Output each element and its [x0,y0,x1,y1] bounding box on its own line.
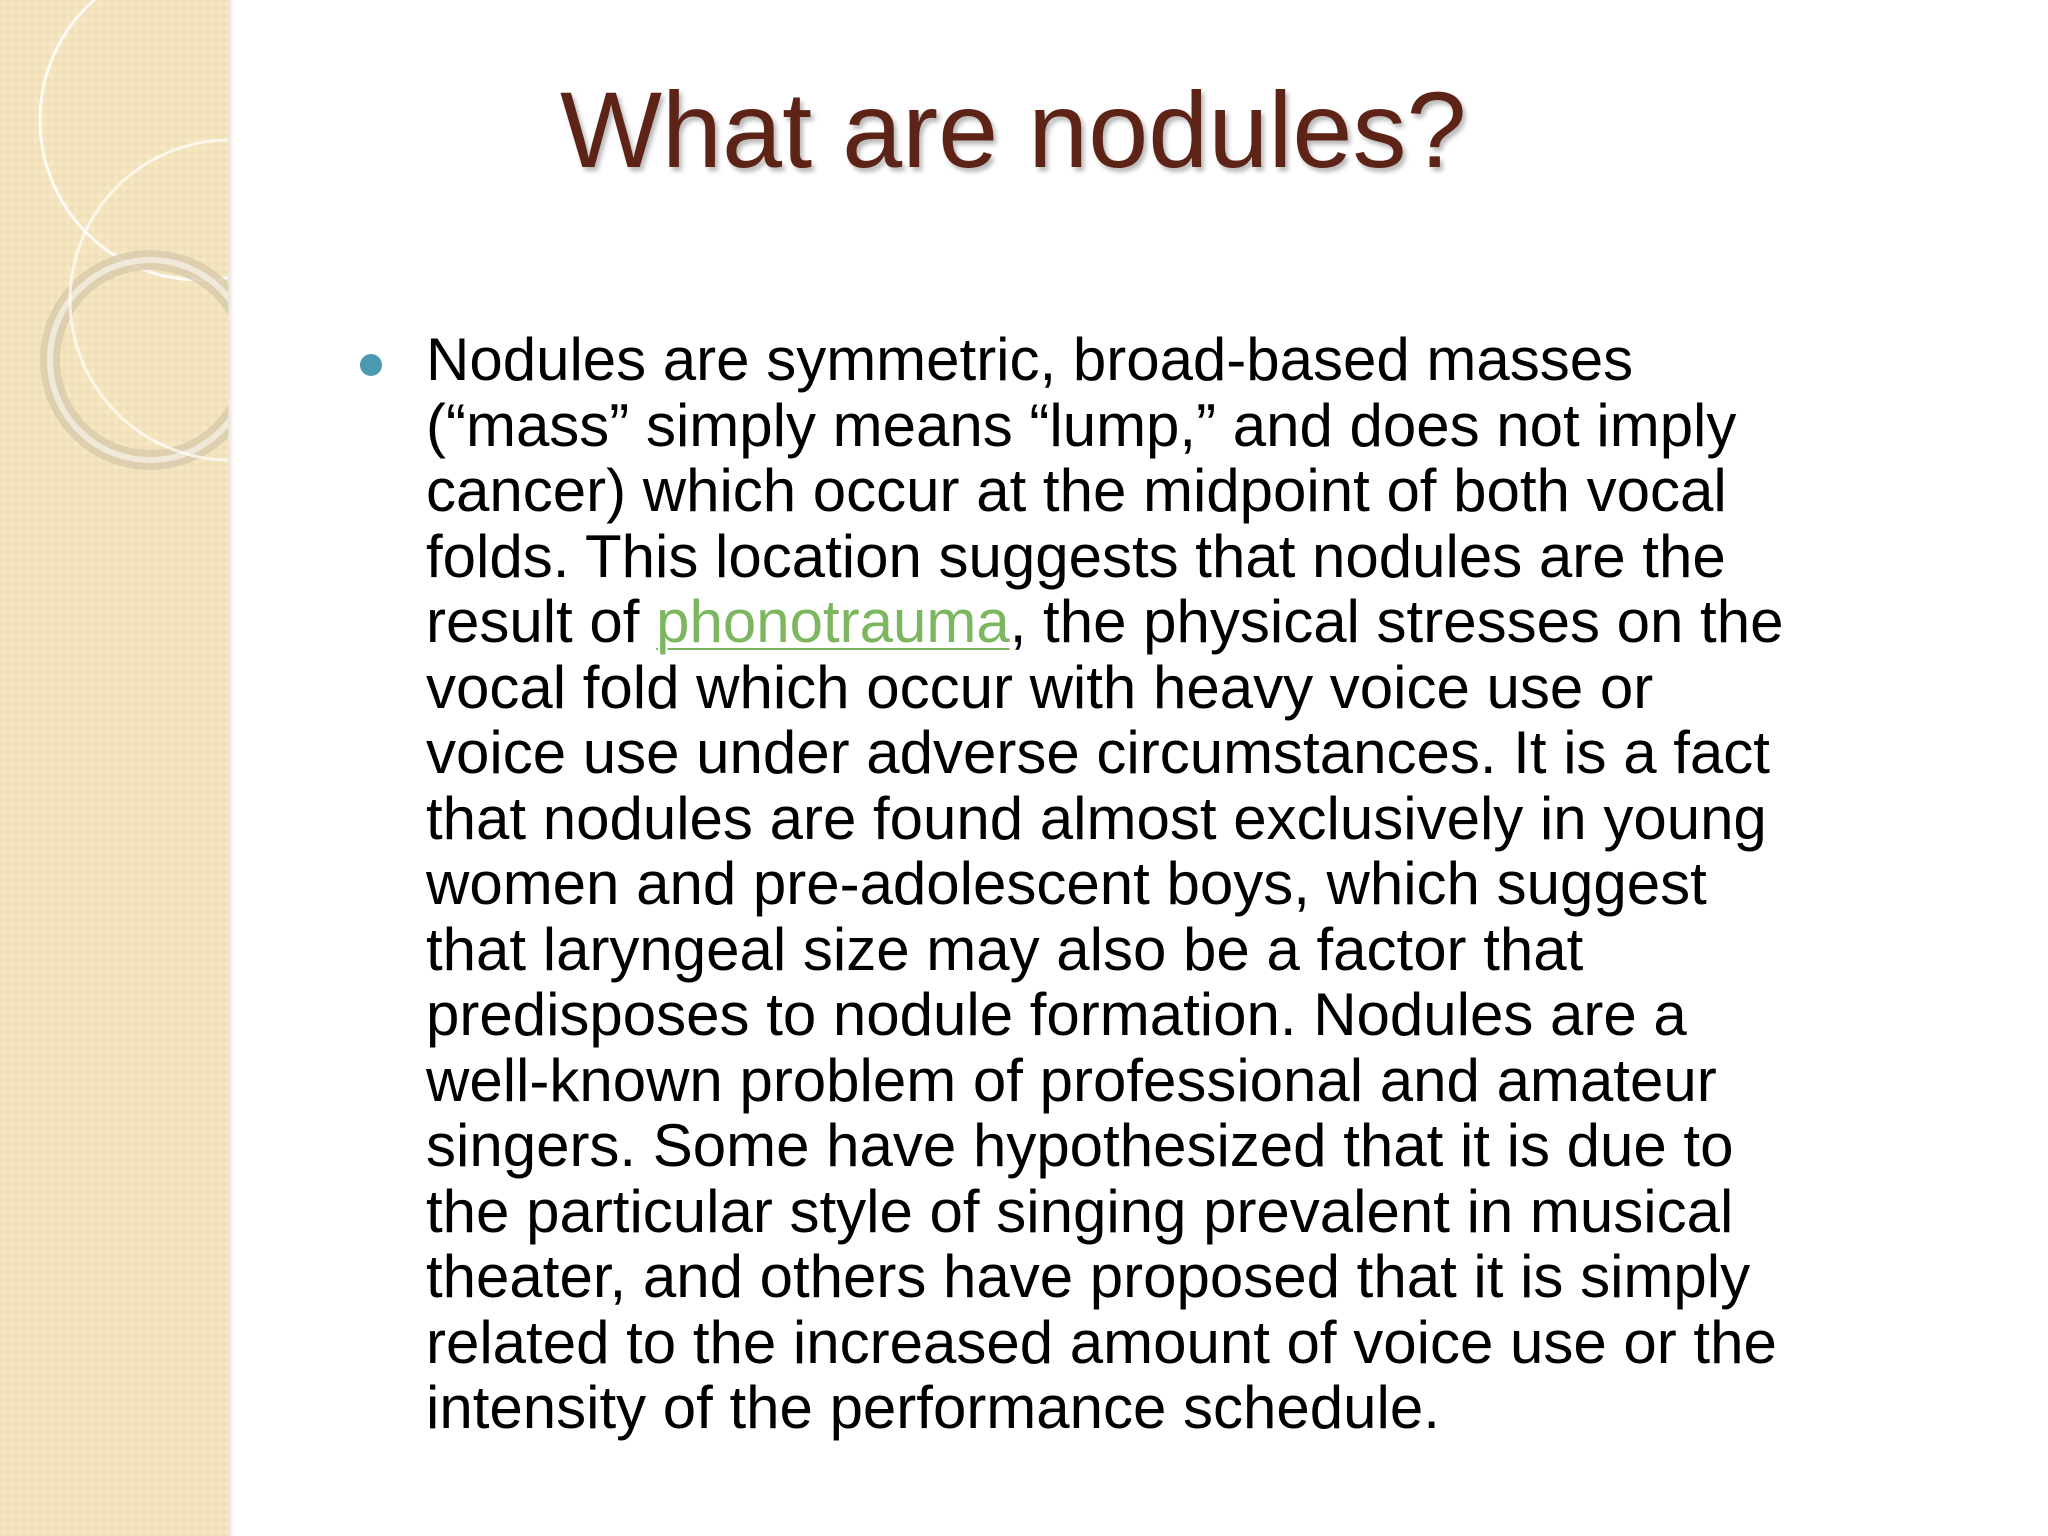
bullet-dot-icon [360,354,382,376]
text-line-6: vocal fold which occur with heavy voice use or [426,653,1654,721]
text-line-13: singers. Some have hypothesized that it is due to [426,1112,1734,1179]
text-line-14: the particular style of singing prevalent in musical [426,1177,1734,1245]
text-line-9: women and pre-adolescent boys, which suggest [426,850,1707,917]
text-line-17: intensity of the performance schedule. [426,1374,1440,1441]
decorative-rings [0,0,228,520]
bullet-paragraph [426,327,1986,1441]
side-panel-edge-shadow [228,0,234,1536]
text-line-4: folds. This location suggests that nodules are the [426,522,1726,590]
text-line-2: (“mass” simply means “lump,” and does not imply [426,391,1737,459]
text-line-5-end: , the physical stresses on the [1009,588,1784,655]
phonotrauma-link[interactable]: phonotrauma [656,588,1010,655]
text-line-10: that laryngeal size may also be a factor that [426,915,1584,983]
text-line-7: voice use under adverse circumstances. It is a fact [426,719,1770,786]
text-line-12: well-known problem of professional and amateur [426,1046,1717,1114]
text-line-1: Nodules are symmetric, broad-based masses [426,326,1634,393]
text-line-3: cancer) which occur at the midpoint of both vocal [426,457,1727,524]
text-line-11: predisposes to nodule formation. Nodules are a [426,981,1687,1048]
text-line-8: that nodules are found almost exclusively in young [426,784,1767,852]
text-line-15: theater, and others have proposed that it is simply [426,1243,1751,1310]
text-line-16: related to the increased amount of voice use or the [426,1308,1777,1376]
slide-title: What are nodules? [560,69,1467,190]
decorative-side-panel [0,0,228,1536]
text-line-5-start: result of [426,588,657,655]
